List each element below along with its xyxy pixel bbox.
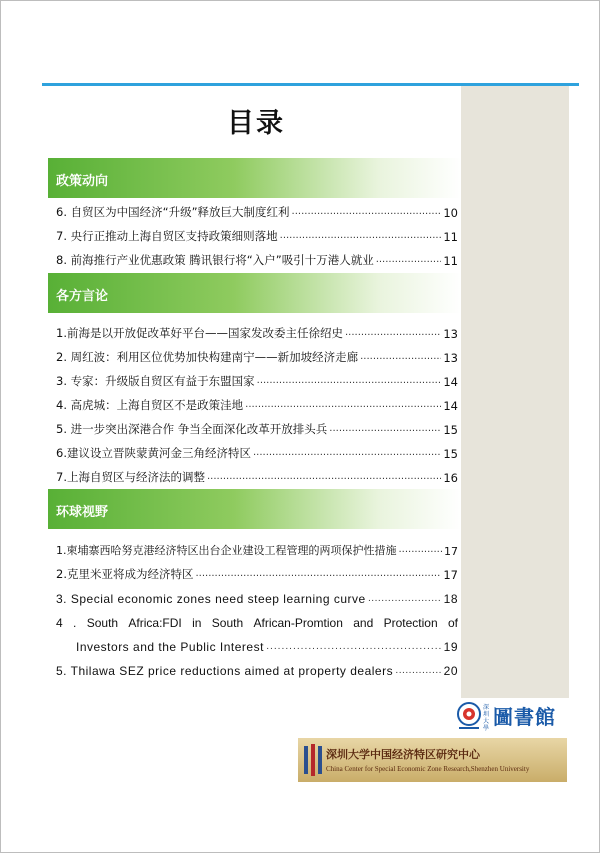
- toc-item[interactable]: [56, 540, 458, 558]
- page-title: 目录: [227, 108, 285, 139]
- leader-dots: [207, 471, 441, 485]
- toc-item[interactable]: [56, 588, 458, 606]
- toc-item-text: Investors and the Public Interest: [76, 640, 264, 654]
- section-label: 各方言论: [56, 289, 109, 304]
- toc-item[interactable]: [56, 443, 458, 461]
- toc-item-text: 5. 进一步突出深港合作 争当全面深化改革开放排头兵: [56, 422, 328, 436]
- toc-item[interactable]: [56, 419, 458, 437]
- leader-dots: [257, 375, 442, 389]
- toc-item[interactable]: [56, 371, 458, 389]
- toc-item-page: 14: [443, 399, 458, 413]
- leader-dots: [245, 399, 441, 413]
- section-header-opinions: [48, 273, 461, 313]
- leader-dots: [399, 544, 443, 558]
- university-seal-icon: [456, 701, 482, 731]
- toc-item-text: 7. 央行正推动上海自贸区支持政策细则落地: [56, 229, 278, 243]
- word: African-Promtion: [253, 616, 343, 630]
- toc-item-page: 19: [443, 640, 458, 654]
- center-emblem-icon: [302, 742, 324, 778]
- toc-item-page: 10: [443, 206, 458, 220]
- word: 4: [56, 616, 63, 630]
- toc-item-text: 5. Thilawa SEZ price reductions aimed at property dealers: [56, 664, 394, 678]
- toc-item-text: 2.克里米亚将成为经济特区: [56, 567, 194, 581]
- toc-item[interactable]: [56, 202, 458, 220]
- toc-item[interactable]: [56, 347, 458, 365]
- word: .: [73, 616, 77, 630]
- university-small-text: 深圳大學: [483, 704, 490, 732]
- toc-item[interactable]: [56, 226, 458, 244]
- toc-item-page: 13: [443, 327, 458, 341]
- toc-item-text: 6.建议设立晋陕蒙黄河金三角经济特区: [56, 446, 251, 460]
- toc-item-text: 3. 专家：升级版自贸区有益于东盟国家: [56, 374, 255, 388]
- library-logo-text: 圖書館: [493, 705, 556, 729]
- toc-item-text: 7.上海自贸区与经济法的调整: [56, 470, 205, 484]
- leader-dots: [395, 664, 442, 678]
- toc-item-page: 15: [443, 447, 458, 461]
- toc-item[interactable]: [56, 323, 458, 341]
- leader-dots: [195, 568, 441, 582]
- toc-item-page: 11: [443, 230, 458, 244]
- toc-item[interactable]: [56, 564, 458, 582]
- toc-item[interactable]: [56, 250, 458, 268]
- toc-item-text: 2. 周红波：利用区位优势加快构建南宁——新加坡经济走廊: [56, 350, 359, 364]
- toc-item-text: 1.前海是以开放促改革好平台——国家发改委主任徐绍史: [56, 326, 343, 340]
- word: South: [86, 616, 119, 630]
- toc-item-line2[interactable]: [76, 636, 458, 654]
- toc-item-text: 4. 高虎城：上海自贸区不是政策洼地: [56, 398, 244, 412]
- library-logo: [456, 698, 566, 736]
- section-header-policy: [48, 158, 461, 198]
- leader-dots: [345, 327, 441, 341]
- toc-item-page: 16: [443, 471, 458, 485]
- toc-item-page: 18: [443, 592, 458, 606]
- word: in: [192, 616, 202, 630]
- leader-dots: [253, 447, 441, 461]
- section-label: 政策动向: [56, 174, 109, 189]
- toc-item-text: 8. 前海推行产业优惠政策 腾讯银行将“入户”吸引十万港人就业: [56, 253, 374, 267]
- toc-item-line1[interactable]: [56, 612, 458, 630]
- toc-item-page: 14: [443, 375, 458, 389]
- toc-item-page: 15: [443, 423, 458, 437]
- word: Protection: [383, 616, 438, 630]
- leader-dots: [360, 351, 441, 365]
- leader-dots: [266, 640, 442, 654]
- toc-item-page: 13: [443, 351, 458, 365]
- toc-item-page: 11: [443, 254, 458, 268]
- toc-item[interactable]: [56, 660, 458, 678]
- toc-item-page: 17: [443, 568, 458, 582]
- toc-item-page: 20: [443, 664, 458, 678]
- section-label: 环球视野: [56, 505, 109, 520]
- toc-item-text: 3. Special economic zones need steep learning curve: [56, 592, 366, 606]
- toc-item-text: 1.柬埔寨西哈努克港经济特区出台企业建设工程管理的两项保护性措施: [56, 544, 397, 557]
- leader-dots: [368, 592, 442, 606]
- leader-dots: [376, 254, 442, 268]
- toc-item[interactable]: [56, 395, 458, 413]
- word: and: [353, 616, 374, 630]
- center-name-en: China Center for Special Economic Zone Research,Shenzhen University: [326, 765, 530, 773]
- section-header-global: [48, 489, 461, 529]
- research-center-banner: [298, 738, 567, 782]
- word: of: [447, 616, 458, 630]
- toc-item-text: 6. 自贸区为中国经济“升级”释放巨大制度红利: [56, 205, 290, 219]
- leader-dots: [292, 206, 442, 220]
- word: Africa:FDI: [128, 616, 182, 630]
- toc-item-page: 17: [444, 545, 458, 558]
- word: South: [211, 616, 244, 630]
- leader-dots: [280, 230, 442, 244]
- leader-dots: [329, 423, 441, 437]
- side-panel: [461, 86, 569, 698]
- center-name-cn: 深圳大学中国经济特区研究中心: [326, 748, 480, 761]
- toc-item[interactable]: [56, 467, 458, 485]
